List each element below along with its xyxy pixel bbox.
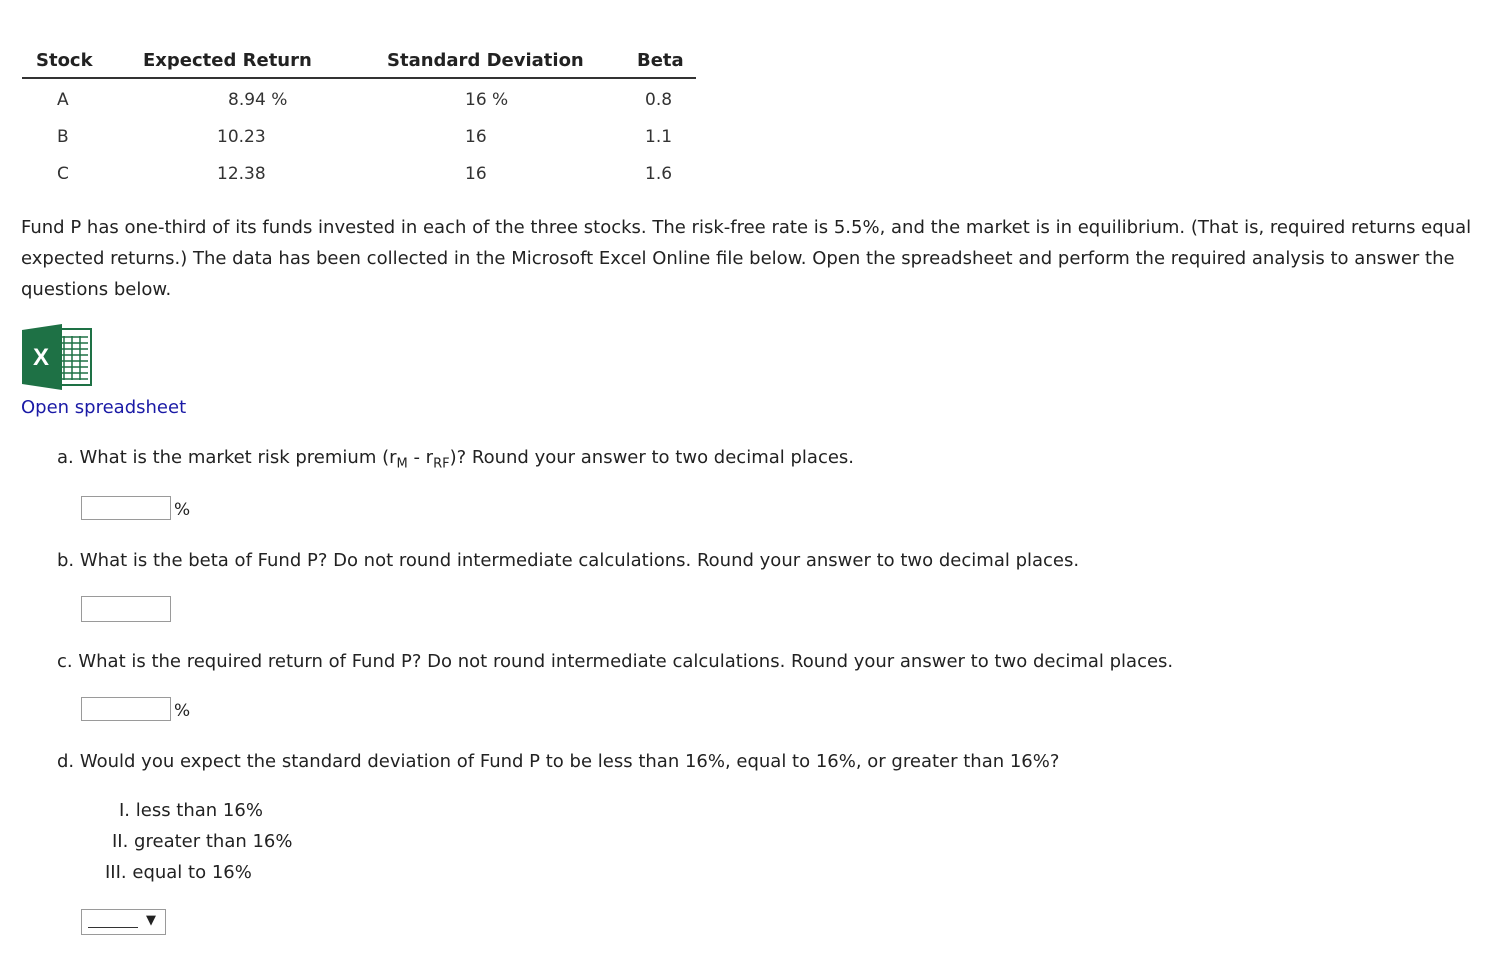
excel-icon-letter: X: [32, 344, 50, 371]
option-iii: III. equal to 16%: [105, 862, 252, 883]
option-i: I. less than 16%: [119, 800, 263, 821]
cell-beta: 1.1: [645, 127, 673, 147]
excel-icon[interactable]: [22, 324, 92, 390]
dropdown-arrow-icon: ▼: [146, 913, 156, 928]
cell-std-dev: 16: [465, 164, 487, 184]
open-spreadsheet-link[interactable]: Open spreadsheet: [21, 397, 187, 418]
cell-expected-return: 8.94 %: [228, 90, 288, 110]
cell-expected-return: 12.38: [217, 164, 266, 184]
answer-d-dropdown[interactable]: [81, 909, 166, 935]
table-header-rule: [22, 77, 696, 79]
answer-a-unit: %: [174, 500, 191, 520]
answer-b-input[interactable]: [81, 596, 171, 622]
cell-std-dev: 16: [465, 127, 487, 147]
option-ii: II. greater than 16%: [112, 831, 293, 852]
cell-stock: B: [57, 127, 69, 147]
answer-c-input[interactable]: [81, 697, 171, 721]
col-header-expected-return: Expected Return: [143, 50, 312, 71]
col-header-standard-deviation: Standard Deviation: [387, 50, 584, 71]
answer-c-unit: %: [174, 701, 191, 721]
answer-a-input[interactable]: [81, 496, 171, 520]
cell-stock: A: [57, 90, 69, 110]
cell-std-dev: 16 %: [465, 90, 509, 110]
question-a: a. What is the market risk premium $(r_M - r_{RF})$? Round your answer to two decimal places.: [57, 447, 855, 472]
question-d: d. Would you expect the standard deviation of Fund P to be less than 16%, equal to 16%, or greater than 16%?: [57, 751, 1060, 772]
cell-beta: 1.6: [645, 164, 673, 184]
question-c: c. What is the required return of Fund P? Do not round intermediate calculations. Round your answer to two decimal places.: [57, 651, 1174, 672]
cell-expected-return: 10.23: [217, 127, 266, 147]
cell-beta: 0.8: [645, 90, 673, 110]
col-header-stock: Stock: [36, 50, 93, 71]
dropdown-blank: [88, 927, 138, 928]
intro-paragraph: Fund P has one-third of its funds invested in each of the three stocks. The risk-free rate is 5.5%, and the market is in equilibrium. (That is, required returns equal expected returns.) The data has been collected in the Microsoft Excel Online file below. Open the spreadsheet and perform the required analysis to answer the questions below.: [21, 217, 1472, 300]
question-b: b. What is the beta of Fund P? Do not round intermediate calculations. Round your answer to two decimal places.: [57, 550, 1080, 571]
col-header-beta: Beta: [637, 50, 684, 71]
cell-stock: C: [57, 164, 69, 184]
